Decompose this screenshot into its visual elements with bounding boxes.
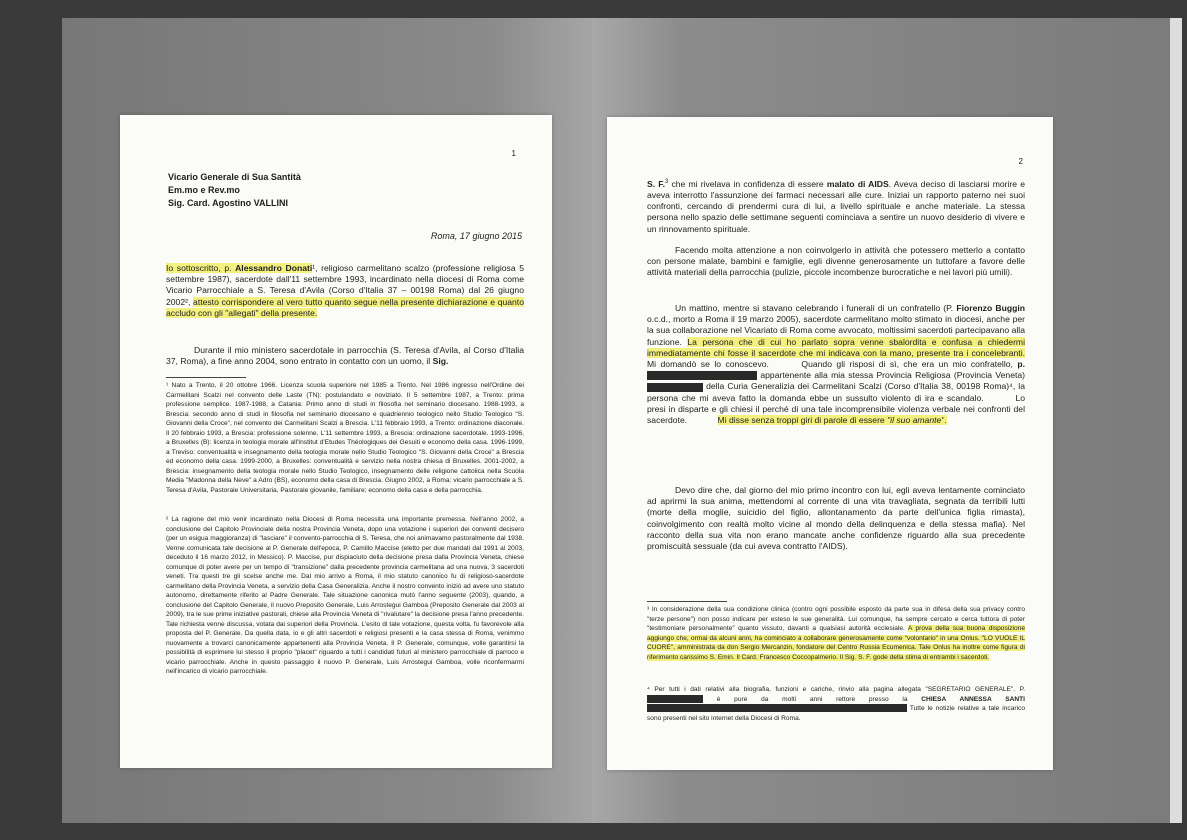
bold-text: CHIESA ANNESSA SANTI <box>921 695 1025 703</box>
paragraph-text: che mi rivelava in confidenza di essere <box>668 178 827 189</box>
page-number: 2 <box>1018 157 1023 166</box>
book-page-edge <box>1170 18 1182 823</box>
paragraph-text: Durante il mio ministero sacerdotale in parrocchia (S. Teresa d'Avila, al Corso d'Italia 37, Roma), a fine anno 2004, sono entrato in contatto con un uomo, il <box>166 345 524 367</box>
redaction-bar <box>647 371 757 380</box>
highlight-text: Io sottoscritto, p. <box>166 263 236 273</box>
footnote-divider <box>647 601 727 602</box>
bold-text: S. F. <box>647 178 665 189</box>
paragraph-text: Lo presi in disparte e gli chiesi il perché di una tale incomprensibile violenza verbale nei confronti del sacerdote. <box>647 392 1025 426</box>
paragraph-text: Quando gli risposi di sì, che era un mio confratello, <box>801 359 1018 370</box>
recipient-line: Em.mo e Rev.mo <box>168 185 240 195</box>
footnote-text: ³ In considerazione della sua condizione clinica (contro ogni possibile esposto da parte sua in difesa della sua privacy contro "terze persone") non posso indicare per esteso le sue generalità. Lui comunque, ha sempre cercato e cerca tuttora di poter "testimoniare personalmente" quanto vissuto, davanti a qualsiasi autorità ecclesiale. <box>647 606 1025 632</box>
footnote-text: ⁴ Per tutti i dati relativi alla biografia, funzioni e cariche, rinvio alla pagina allegata "SEGRETARIO GENERALE". P. <box>647 686 1025 693</box>
recipient-block <box>168 171 301 210</box>
highlight-quote: "il suo amante" <box>887 415 945 426</box>
redaction-bar <box>647 383 703 392</box>
paragraph-life-story: Devo dire che, dal giorno del mio primo incontro con lui, egli aveva lentamente cominciato ad aprirmi la sua anima, mettendomi al corrente di una vita travagliata, segnata da terribili lutti (morte della moglie, suicidio del figlio, allontanamento da parte dell'unica figlia rimasta), coinvolgimento con realtà molto vicine al mondo della delinquenza e della stessa mafia). Nel racconto della sua vita non erano mancate anche confidenze riguardo alla sua precedente promiscuità sessuale (da cui aveva contratto l'AIDS). <box>647 485 1025 552</box>
document-page-1 <box>120 115 552 768</box>
redaction-bar <box>647 695 703 703</box>
paragraph-helper: Facendo molta attenzione a non coinvolgerlo in attività che potessero metterlo a contatto con persone malate, bambini e famiglie, egli divenne generosamente un tuttofare a favore delle attività materiali della parrocchia (pulizie, piccole incombenze burocratiche e nei lavori più umili). <box>647 245 1025 278</box>
bold-text: malato di AIDS <box>826 178 889 189</box>
paragraph-declaration <box>166 263 524 319</box>
footnote-text: Tutte le notizie relative a tale incarico sono presenti nel sito internet della Diocesi di Roma. <box>647 705 1025 722</box>
paragraph-funeral <box>647 303 1025 426</box>
page-number: 1 <box>511 149 516 158</box>
highlight-text: attesto corrispondere al vero tutto quanto segue nella presente dichiarazione e quanto accludo con gli "allegati" della presente. <box>166 296 524 318</box>
bold-text: p. <box>1017 359 1025 370</box>
footnote-ref: 3 <box>664 179 669 185</box>
bold-text: Fiorenzo Buggin <box>956 303 1025 313</box>
paragraph-confession <box>647 177 1025 235</box>
paragraph-text: ¹, religioso carmelitano scalzo (professione religiosa 5 settembre 1987), sacerdote dall'11 settembre 1993, incardinato nella diocesi di Roma come Vicario Parrocchiale a S. Teresa d'Avila (Corso d'Italia 37 – 00198 Roma) dal 26 giugno 2002², <box>166 263 524 307</box>
footnote-divider <box>166 377 246 378</box>
highlight-text: Mi disse senza troppi giri di parole di essere <box>717 415 888 426</box>
recipient-line: Sig. Card. Agostino VALLINI <box>168 198 288 208</box>
author-name: Alessandro Donati <box>235 263 313 273</box>
footnote-3 <box>647 605 1025 662</box>
footnote-text: è pure da molti anni rettore presso la <box>703 695 922 703</box>
paragraph-ministry <box>166 345 524 367</box>
recipient-line: Vicario Generale di Sua Santità <box>168 172 301 182</box>
paragraph-text: Un mattino, mentre si stavano celebrando i funerali di un confratello (P. <box>675 303 957 313</box>
highlight-text: . <box>944 415 947 426</box>
paragraph-text: Mi domandò se lo conoscevo. <box>647 359 769 370</box>
highlight-text: La persona che di cui ho parlato sopra venne sbalordita e confusa a chiedermi immediatamente chi fosse il sacerdote che mi indicava con la mano, presente tra i concelebranti. <box>647 336 1025 358</box>
highlight-text: A prova della sua buona disposizione aggiungo che, ormai da alcuni anni, ha cominciato a collaborare generosamente come "volontario" in una Onlus. "LO VUOLE IL CUORE", amministrata da don Sergio Mercanzin, fondatore del Centro Russia Ecumenica. Tale Onlus ha inoltre come figura di riferimento carissimo S. Emin. Il Card. Francesco Coccopalmerio. Il Sig. S. F. gode della stima di entrambi i sacerdoti. <box>647 625 1026 661</box>
bold-text: Sig. <box>432 356 449 367</box>
footnote-2: ² La ragione del mio venir incardinato nella Diocesi di Roma necessita una importante premessa. Nell'anno 2002, a conclusione del Capitolo Provinciale della nostra Provincia Veneta, dopo una votazione i superiori dei conventi decisero (per un esigua maggioranza) di "lasciare" il convento-parrocchia di S. Teresa, che noi animavamo pastoralmente dal 1938. Venne comunicata tale decisione al P. Generale dell'epoca, P. Camillo Maccise (eletto per due mandati dal 1991 al 2003, deceduto il 16 marzo 2012, in Messico). P. Maccise, pur dispiaciuto della decisione presa dalla Provincia Veneta, chiese comunque di poter avere per un tempo di "transizione" dalla precedente provincia carmelitana ad una nuova, 3 sacerdoti veneti. Tra questi tre gli scelse anche me. Dal mio arrivo a Roma, il mio statuto canonico fu di religioso-sacerdote carmelitano della Provincia Veneta, a servizio della Casa Generalizia. Anche il nostro convento iniziò ad avere uno statuto autonomo, direttamente riferito al Padre Generale. Tale situazione canonica mutò l'anno seguente (2003), quando, a conclusione del Capitolo Generale, il nuovo Preposito Generale, Luis Arrostegui Gamboa (Preposito Generale dal 2003 al 2009), tra le sue prime iniziative pastorali, chiese alla Provincia Veneta di "rivalutare" la decisione presa l'anno precedente. Tale richiesta venne discussa, votata dai superiori della Provincia. L'esito di tale votazione, questa volta, fu favorevole alla proposta del P. Generale. Da quella data, io e gli altri sacerdoti e religiosi presenti e la casa stessa di Roma, venimmo nuovamente a trovarci canonicamente appartenenti alla Provincia Veneta. Il P. Generale, comunque, volle garantirsi la possibilità di esprimere lui stesso il proprio "placet" riguardo a tutti i candidati futuri al ministero parrocchiale di parroco e vicario parrocchiale. Anche in questo passaggio il nuovo P. Generale, Luis Arrostegui Gamboa, volle riconfermarmi nell'incarico di vicario parrocchiale. <box>166 516 524 675</box>
document-page-2 <box>607 117 1053 770</box>
paragraph-text: appartenente alla mia stessa Provincia Religiosa (Provincia Veneta) <box>760 370 1026 381</box>
paragraph-text: . Aveva deciso di lasciarsi morire e aveva interrotto l'assunzione dei farmaci necessari alle cure. Iniziai un rapporto paterno nei suoi confronti, cercando di prendermi cura di lui, a livello spirituale e anche materiale. La stessa persona nello spazio delle settimane seguenti cominciava a sentire un nuovo desiderio di vivere e un rinnovamento spirituale. <box>647 178 1025 234</box>
paragraph-text: della Curia Generalizia dei Carmelitani Scalzi (Corso d'Italia 38, 00198 Roma)⁴, la persona che mi aveva fatto la domanda ebbe un sussulto violento di ira e scandalo. <box>647 381 1025 403</box>
footnote-1: ¹ Nato a Trento, il 20 ottobre 1966. Licenza scuola superiore nel 1985 a Trento. Nel 1986 ingresso nell'Ordine dei Carmelitani Scalzi nel convento delle Laste (TN): postulandato e noviziato. Il 5 settembre 1987, a Trento: prima professione semplice. 1987-1988, a Catania: Primo anno di studi in filosofia nel seminario diocesano. 1988-1993, a Brescia: secondo anno di studi in filosofia nel seminario diocesano e quadriennio teologico nello Studio Teologico "S. Giovanni della Croce", nel convento dei Carmelitani Scalzi a Brescia. L'11 febbraio 1993, a Trento: ordinazione diaconale. Il 20 febbraio 1993, a Brescia: professione solenne. L'11 settembre 1993, a Brescia: ordinazione sacerdotale. 1993-1996, a Bruxelles (B): licenza in teologia morale all'Institut d'Etudes Théologiques dei Gesuiti e economo della casa. 1996-1999, a Treviso: conventualità e insegnamento della teologia morale nello Studio Teologico "S. Giovanni della Croce" a Brescia ed economo della casa. 1999-2000, a Bruxelles: conventualità e servizio nella nostra chiesa di Bruxelles. 2001-2002, a Brescia: insegnamento della teologia morale nello Studio Teologico, insegnamento delle religione cattolica nella Scuola Media "Madonna della Neve" a Adro (BS), economo della casa di Brescia. Giugno 2002, a Roma: vicario parrocchiale a S. Teresa d'Avila, Pastorale Universitaria, Pastorale giovanile, familiare; economo della casa e della parrocchia. <box>166 382 524 494</box>
letter-date: Roma, 17 giugno 2015 <box>430 231 522 241</box>
paragraph-text: o.c.d., morto a Roma il 19 marzo 2005), sacerdote carmelitano molto stimato in diocesi, anche per la sua collaborazione nel Vicariato di Roma come avvocato, moltissimi sacerdoti partecipavano alla funzione. <box>647 314 1025 347</box>
footnote-4 <box>647 685 1025 723</box>
redaction-bar <box>647 704 907 712</box>
